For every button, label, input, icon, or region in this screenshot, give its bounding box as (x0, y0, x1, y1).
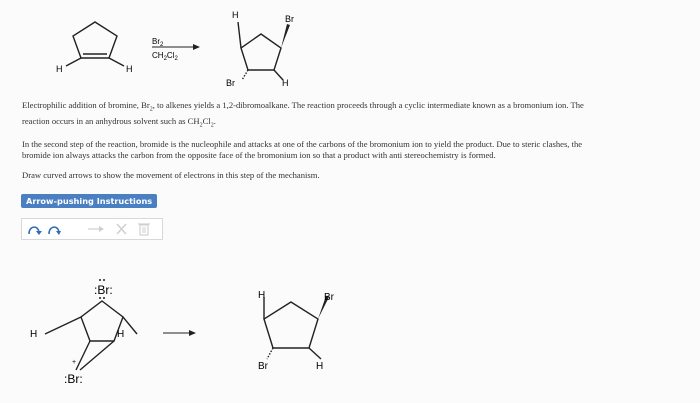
dibromide-structure-bottom (264, 296, 329, 359)
step-paragraph: In the second step of the reaction, bromide is the nucleophile and attacks at one of the carbons of the bromonium ion to yield the product. Due to steric clashes, the bromide ion always attacks the carbon from the opposite face of the bromonium ion so that a product with anti stereochemistry is formed. (22, 139, 583, 160)
bottom-product-br-bottom: Br (258, 361, 268, 372)
reagent-ch2cl2: CH (152, 51, 164, 60)
drawing-toolbar (21, 218, 163, 240)
reaction-arrow-tool-icon[interactable] (86, 220, 106, 238)
svg-text:Br2: $Br_2$ (152, 37, 164, 48)
product-br-top: Br (285, 14, 294, 24)
bottom-product-h-bottom: H (316, 361, 324, 372)
svg-text:CH2Cl2: $CH_2Cl_2$ (152, 51, 178, 62)
mechanism-reaction-arrow (163, 330, 196, 336)
bromide-ion: :Br: (94, 283, 113, 297)
product-br-bottom: Br (226, 78, 235, 88)
bottom-product-h-top: H (258, 290, 266, 301)
intro-paragraph: Electrophilic addition of bromine, $Br_2$, to alkenes yields a 1,2-dibromoalkane. The reaction proceeds through a cyclic intermediate known as a bromonium ion. The reaction occurs in an anhydrous solvent such as $CH_2Cl_2$. (22, 100, 584, 129)
reactant-h-right: H (126, 64, 133, 74)
single-barb-arrow-tool-icon[interactable] (46, 220, 64, 238)
top-reaction-scheme (0, 0, 700, 95)
bromonium-charge: + (72, 359, 77, 366)
bromonium-h-right: H (117, 329, 125, 340)
product-h-bottom: H (282, 78, 289, 88)
bromonium-h-left: H (30, 329, 38, 340)
delete-x-icon[interactable] (114, 220, 130, 238)
bromonium-br: :Br: (64, 372, 83, 386)
instruction-paragraph: Draw curved arrows to show the movement of electrons in this step of the mechanism. (22, 170, 320, 180)
bottom-product-br-top: Br (324, 292, 334, 303)
mechanism-canvas[interactable] (0, 243, 700, 403)
dibromide-structure-top (238, 22, 290, 80)
trash-icon[interactable] (136, 220, 152, 238)
curved-arrow-tool-icon[interactable] (26, 220, 44, 238)
reactant-h-left: H (56, 64, 63, 74)
cyclopentene-structure (66, 22, 124, 66)
product-h-top: H (232, 10, 239, 20)
arrow-pushing-instructions-button[interactable]: Arrow-pushing Instructions (21, 194, 157, 208)
reagent-br2: Br (152, 37, 160, 46)
